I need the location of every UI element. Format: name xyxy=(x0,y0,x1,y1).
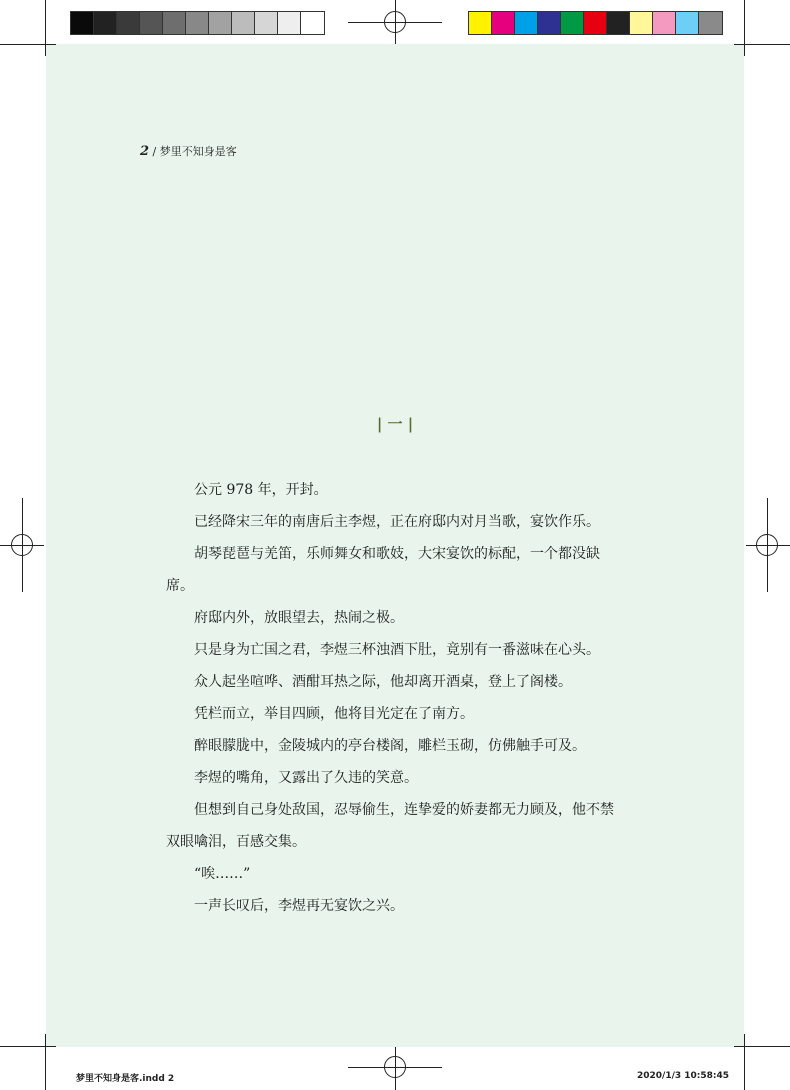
crop-mark-tr-h xyxy=(734,44,790,45)
color-swatch xyxy=(468,11,493,35)
color-swatch xyxy=(254,11,279,35)
book-title: / 梦里不知身是客 xyxy=(152,145,237,158)
paragraph: 公元 978 年，开封。 xyxy=(194,482,328,498)
paragraph: 凭栏而立，举目四顾，他将目光定在了南方。 xyxy=(194,706,474,722)
color-swatch xyxy=(162,11,187,35)
color-swatch xyxy=(208,11,233,35)
paragraph: 只是身为亡国之君，李煜三杯浊酒下肚，竟别有一番滋味在心头。 xyxy=(194,642,600,658)
paragraph: 醉眼朦胧中，金陵城内的亭台楼阁，雕栏玉砌，仿佛触手可及。 xyxy=(194,738,586,754)
color-swatch xyxy=(300,11,325,35)
crop-mark-tr-v xyxy=(744,0,745,56)
body-text xyxy=(166,474,618,922)
crop-mark-bl-h xyxy=(0,1046,56,1047)
paragraph: 府邸内外，放眼望去，热闹之极。 xyxy=(194,610,404,626)
color-swatch xyxy=(277,11,302,35)
crop-mark-br-h xyxy=(734,1046,790,1047)
color-swatch xyxy=(698,11,723,35)
color-swatch xyxy=(514,11,539,35)
paragraph: “唉……” xyxy=(194,866,251,882)
paragraph: 胡琴琵琶与羌笛，乐师舞女和歌妓，大宋宴饮的标配，一个都没缺席。 xyxy=(166,546,600,594)
chapter-heading: | 一 | xyxy=(376,415,414,433)
color-swatch xyxy=(652,11,677,35)
color-swatch xyxy=(606,11,631,35)
paragraph: 众人起坐喧哗、酒酣耳热之际，他却离开酒桌，登上了阁楼。 xyxy=(194,674,572,690)
color-swatch xyxy=(70,11,95,35)
color-swatch xyxy=(675,11,700,35)
crop-mark-bl-v xyxy=(45,1034,46,1090)
paragraph: 李煜的嘴角，又露出了久违的笑意。 xyxy=(194,770,418,786)
color-swatch xyxy=(116,11,141,35)
color-swatch xyxy=(583,11,608,35)
paragraph: 但想到自己身处敌国，忍辱偷生，连挚爱的娇妻都无力顾及，他不禁双眼噙泪，百感交集。 xyxy=(166,802,614,850)
color-swatch xyxy=(629,11,654,35)
running-header xyxy=(140,143,237,159)
paragraph: 已经降宋三年的南唐后主李煜，正在府邸内对月当歌，宴饮作乐。 xyxy=(194,514,600,530)
color-swatch xyxy=(560,11,585,35)
color-swatch xyxy=(491,11,516,35)
crop-mark-tl-h xyxy=(0,44,56,45)
color-swatch xyxy=(185,11,210,35)
footer-file-info: 梦里不知身是客.indd 2 xyxy=(76,1074,175,1084)
crop-mark-tl-v xyxy=(45,0,46,56)
paragraph: 一声长叹后，李煜再无宴饮之兴。 xyxy=(194,898,404,914)
color-swatch xyxy=(537,11,562,35)
crop-mark-br-v xyxy=(744,1034,745,1090)
page-number: 2 xyxy=(140,144,150,159)
footer-timestamp: 2020/1/3 10:58:45 xyxy=(637,1071,730,1081)
color-swatch xyxy=(93,11,118,35)
color-swatch xyxy=(231,11,256,35)
color-swatch xyxy=(139,11,164,35)
